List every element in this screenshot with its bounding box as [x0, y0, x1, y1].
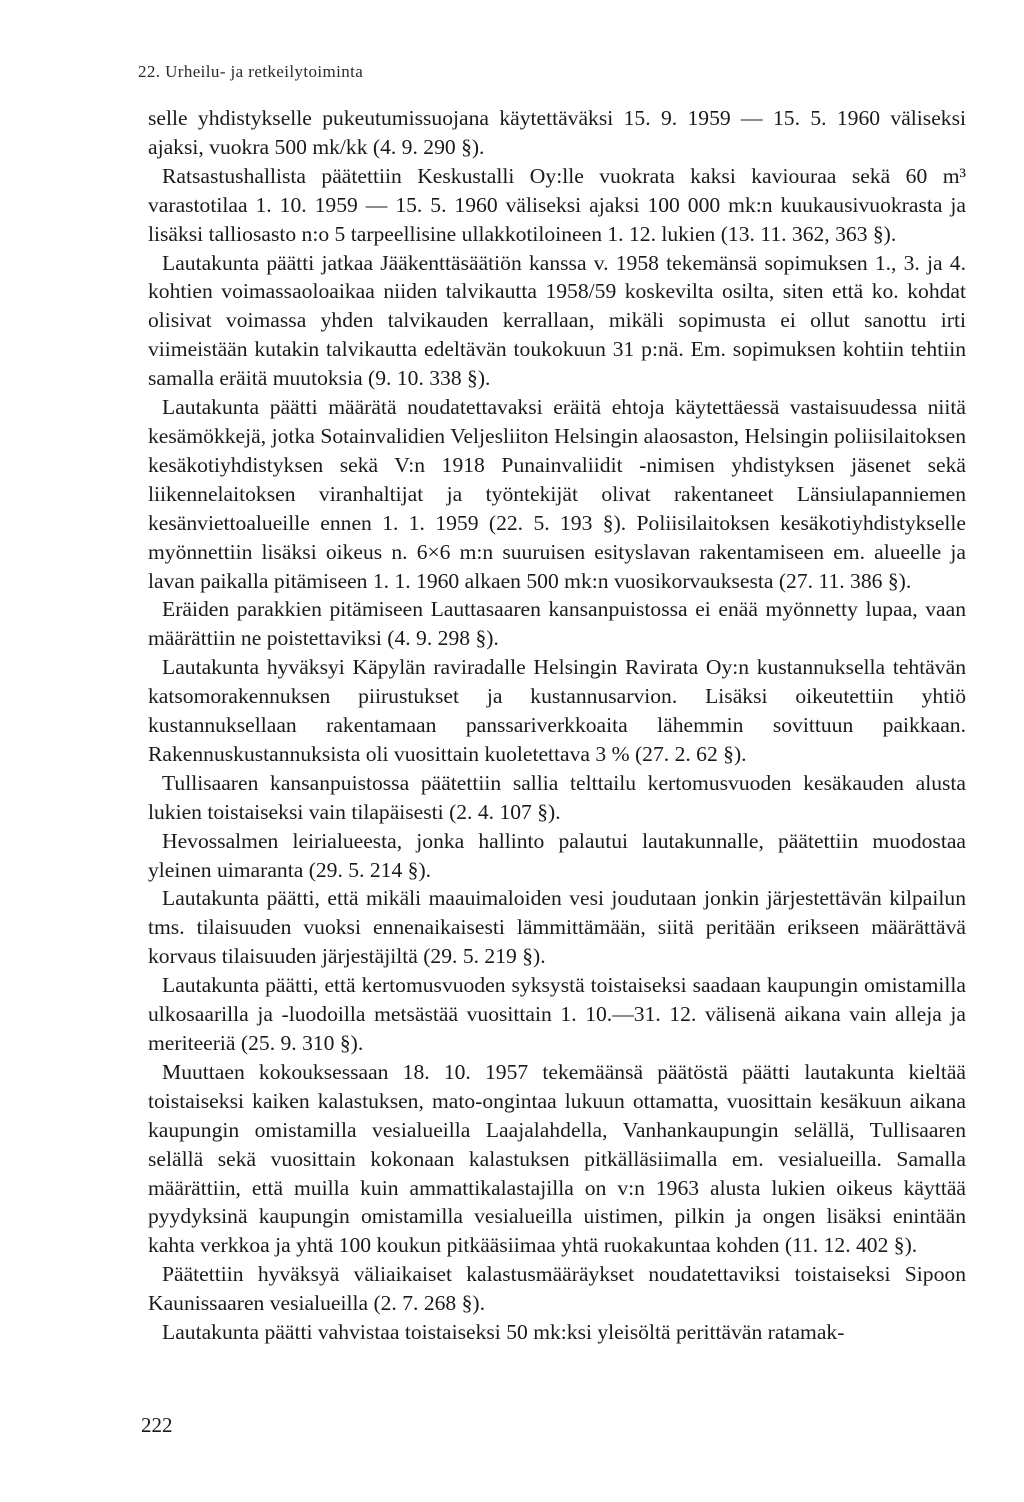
paragraph: Ratsastushallista päätettiin Keskustalli Oy:lle vuokrata kaksi kaviouraa sekä 60 m³ varastotilaa 1. 10. 1959 — 15. 5. 1960 väliseksi ajaksi 100 000 mk:n kuukausivuokrasta ja lisäksi talliosasto n:o 5 tarpeellisine ullakkotiloineen 1. 12. lukien (13. 11. 362, 363 §).	[148, 163, 966, 246]
paragraph: Lautakunta päätti, että kertomusvuoden syksystä toistaiseksi saadaan kaupungin omistamilla ulkosaarilla ja -luodoilla metsästää vuosittain 1. 10.—31. 12. välisenä aikana vain alleja ja meriteeriä (25. 9. 310 §).	[148, 973, 966, 1055]
paragraph: Eräiden parakkien pitämiseen Lauttasaaren kansanpuistossa ei enää myönnetty lupaa, vaan määrättiin ne poistettaviksi (4. 9. 298 §).	[148, 597, 966, 651]
body-text	[148, 104, 966, 1347]
paragraph: Päätettiin hyväksyä väliaikaiset kalastusmääräykset noudatettaviksi toistaiseksi Sipoon Kaunissaaren vesialueilla (2. 7. 268 §).	[148, 1262, 966, 1316]
running-head: 22. Urheilu- ja retkeilytoiminta	[138, 62, 364, 81]
paragraph: Lautakunta päätti määrätä noudatettavaksi eräitä ehtoja käytettäessä vastaisuudessa niitä kesämökkejä, jotka Sotainvalidien Veljesliiton Helsingin alaosaston, Helsingin poliisilaitoksen kesäkotiyhdistyksen sekä V:n 1918 Punainvaliidit -nimisen yhdistyksen jäsenet sekä liikennelaitoksen viranhaltijat ja työntekijät olivat rakentaneet Länsiulapanniemen kesänviettoalueille ennen 1. 1. 1959 (22. 5. 193 §). Poliisilaitoksen kesäkotiyhdistykselle myönnettiin lisäksi oikeus n. 6×6 m:n suuruisen esityslavan rakentamiseen em. alueelle ja lavan paikalla pitämiseen 1. 1. 1960 alkaen 500 mk:n vuosikorvauksesta (27. 11. 386 §).	[148, 395, 966, 593]
paragraph: selle yhdistykselle pukeutumissuojana käytettäväksi 15. 9. 1959 — 15. 5. 1960 väliseksi ajaksi, vuokra 500 mk/kk (4. 9. 290 §).	[148, 106, 966, 159]
paragraph: Hevossalmen leirialueesta, jonka hallinto palautui lautakunnalle, päätettiin muodostaa yleinen uimaranta (29. 5. 214 §).	[148, 828, 966, 882]
paragraph: Lautakunta päätti jatkaa Jääkenttäsäätiön kanssa v. 1958 tekemänsä sopimuksen 1., 3. ja 4. kohtien voimassaoloaikaa niiden talvikautta 1958/59 koskevilta osilta, siten että ko. kohdat olisivat voimassa yhden talvikauden kerrallaan, mikäli sopimusta ei ollut sanottu irti viimeistään kutakin talvikautta edeltävän toukokuun 31 p:nä. Em. sopimuksen kohtiin tehtiin samalla eräitä muutoksia (9. 10. 338 §).	[148, 250, 966, 391]
paragraph: Lautakunta päätti, että mikäli maauimaloiden vesi joudutaan jonkin järjestettävän kilpailun tms. tilaisuuden vuoksi ennenaikaisesti lämmittämään, siitä peritään erikseen määrättävä korvaus tilaisuuden järjestäjiltä (29. 5. 219 §).	[148, 886, 966, 969]
paragraph: Muuttaen kokouksessaan 18. 10. 1957 tekemäänsä päätöstä päätti lautakunta kieltää toistaiseksi kaiken kalastuksen, mato-ongintaa lukuun ottamatta, vuosittain kesäkuun aikana kaupungin omistamilla vesialueilla Laajalahdella, Vanhankaupungin selällä, Tullisaaren selällä sekä vuosittain kokonaan kalastuksen pitkälläsiimalla em. vesialueilla. Samalla määrättiin, että muilla kuin ammattikalastajilla on v:n 1963 alusta lukien oikeus käyttää pyydyksinä kaupungin omistamilla vesialueilla uistimen, pilkin ja ongen lisäksi enintään kahta verkkoa ja yhtä 100 koukun pitkääsiimaa yhtä ruokakuntaa kohden (11. 12. 402 §).	[148, 1059, 966, 1258]
paragraph: Tullisaaren kansanpuistossa päätettiin sallia telttailu kertomusvuoden kesäkauden alusta lukien toistaiseksi vain tilapäisesti (2. 4. 107 §).	[148, 770, 966, 824]
paragraph: Lautakunta hyväksyi Käpylän raviradalle Helsingin Ravirata Oy:n kustannuksella tehtävän katsomorakennuksen piirustukset ja kustannusarvion. Lisäksi oikeutettiin yhtiö kustannuksellaan rakentamaan panssariverkkoaita lähemmin sovittuun paikkaan. Rakennuskustannuksista oli vuosittain kuoletettava 3 % (27. 2. 62 §).	[148, 655, 966, 766]
page-number: 222	[141, 1413, 173, 1437]
paragraph: Lautakunta päätti vahvistaa toistaiseksi 50 mk:ksi yleisöltä perittävän ratamak-	[162, 1320, 845, 1345]
